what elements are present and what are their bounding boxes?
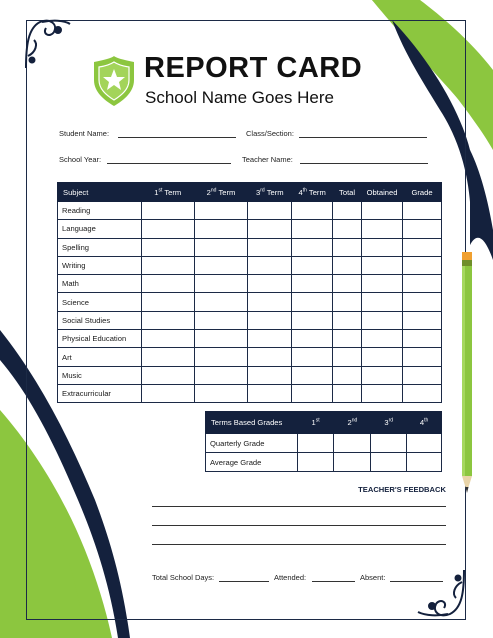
subject-label: Spelling (58, 238, 142, 256)
terms-table-header (206, 412, 442, 434)
table-row (58, 311, 442, 329)
school-year-label: School Year: (59, 155, 102, 164)
school-year-field[interactable] (107, 163, 231, 164)
teacher-name-label: Teacher Name: (242, 155, 293, 164)
subject-label: Language (58, 220, 142, 238)
absent-label: Absent: (360, 573, 386, 582)
teachers-feedback-heading: TEACHER'S FEEDBACK (358, 485, 446, 494)
attended-label: Attended: (274, 573, 307, 582)
table-row (58, 330, 442, 348)
term-2-header: 2nd (334, 412, 371, 434)
column-total: Total (333, 183, 362, 202)
table-row (206, 453, 442, 472)
subject-label: Art (58, 348, 142, 366)
table-row (58, 366, 442, 384)
column-obtained: Obtained (362, 183, 403, 202)
term-3-header: 3rd (371, 412, 407, 434)
table-row (58, 348, 442, 366)
row-label: Average Grade (206, 453, 298, 472)
grades-table (57, 182, 442, 403)
table-row (58, 275, 442, 293)
subject-label: Music (58, 366, 142, 384)
table-row (58, 238, 442, 256)
top-left-ornament-icon (22, 16, 72, 72)
table-row (58, 256, 442, 274)
total-school-days-label: Total School Days: (152, 573, 215, 582)
student-name-label: Student Name: (59, 129, 110, 138)
grades-table-header (58, 183, 442, 202)
table-row (58, 202, 442, 220)
school-shield-logo-icon (92, 56, 136, 106)
term-4-header: 4th (407, 412, 442, 434)
subject-label: Math (58, 275, 142, 293)
column-term-1: 1st Term (141, 183, 194, 202)
absent-field[interactable] (390, 581, 443, 582)
total-school-days-field[interactable] (219, 581, 269, 582)
table-row (58, 293, 442, 311)
subject-label: Social Studies (58, 311, 142, 329)
column-subject: Subject (58, 183, 142, 202)
subject-label: Reading (58, 202, 142, 220)
class-section-label: Class/Section: (246, 129, 294, 138)
teacher-name-field[interactable] (300, 163, 428, 164)
student-name-field[interactable] (118, 137, 236, 138)
subject-label: Physical Education (58, 330, 142, 348)
school-name: School Name Goes Here (145, 88, 334, 107)
pencil-icon (460, 252, 474, 496)
table-row (58, 384, 442, 402)
terms-grades-table (205, 411, 442, 472)
term-1-header: 1st (297, 412, 334, 434)
bottom-right-ornament-icon (414, 566, 470, 622)
attended-field[interactable] (312, 581, 355, 582)
class-section-field[interactable] (299, 137, 427, 138)
column-grade: Grade (403, 183, 442, 202)
feedback-line-2[interactable] (152, 525, 446, 526)
subject-label: Extracurricular (58, 384, 142, 402)
feedback-line-1[interactable] (152, 506, 446, 507)
terms-based-grades-header: Terms Based Grades (206, 412, 298, 434)
column-term-4: 4th Term (292, 183, 333, 202)
column-term-3: 3rd Term (248, 183, 292, 202)
feedback-line-3[interactable] (152, 544, 446, 545)
table-row (58, 220, 442, 238)
row-label: Quarterly Grade (206, 434, 298, 453)
page-title: REPORT CARD (144, 52, 363, 84)
subject-label: Writing (58, 256, 142, 274)
table-row (206, 434, 442, 453)
column-term-2: 2nd Term (194, 183, 248, 202)
subject-label: Science (58, 293, 142, 311)
